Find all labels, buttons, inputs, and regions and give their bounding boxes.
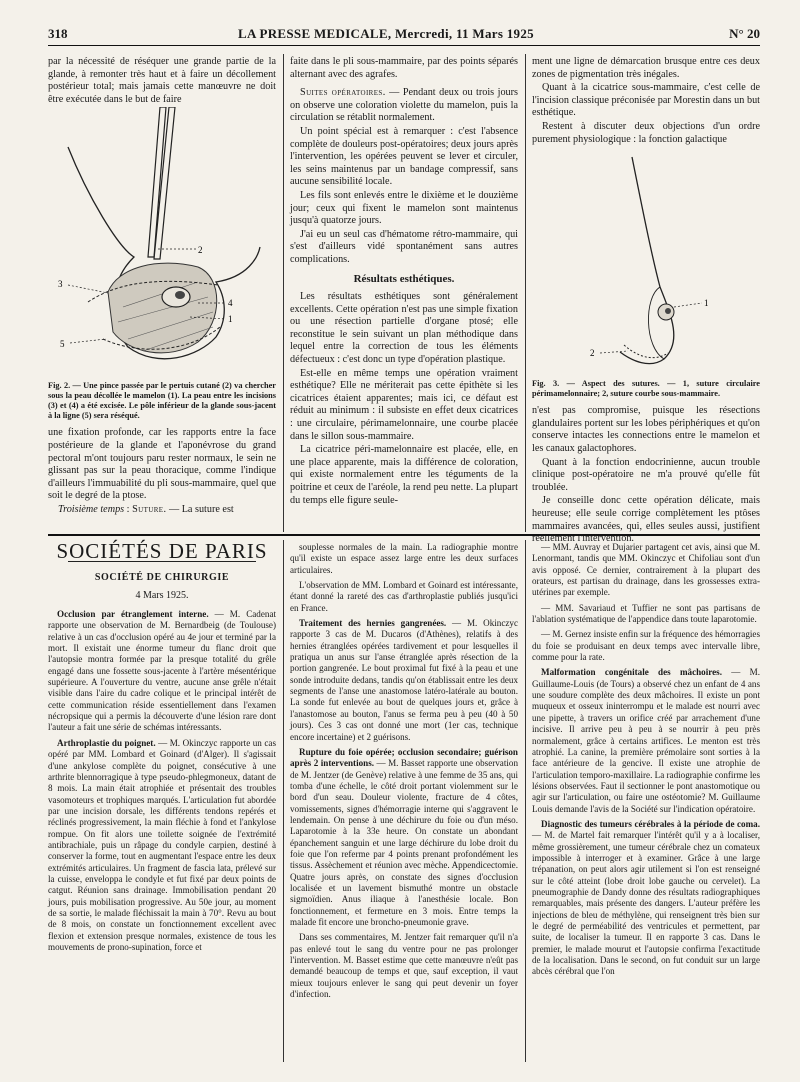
figure-label: 3 — [58, 279, 63, 290]
report-title: Rupture du foie opérée; occlusion secondaire; guérison après 2 interventions. — [290, 746, 518, 769]
column-rule — [283, 540, 284, 1062]
report-title: Traitement des hernies gangrenées. — [299, 618, 447, 629]
report-text: Dans ses commentaires, M. Jentzer fait remarquer qu'il n'a pas enlevé tout le sang du ventre pour ne pas prolonger l'intervention. M. Basset estime que cette manœuvre n'eût pas demandé beaucoup de temps et que, sauf exception, il vaut mieux toujours enlever le sang qui peut devenir un foyer d'infection. — [290, 932, 518, 1000]
paragraph: La cicatrice péri-mamelonnaire est placée, elle, en une place apparente, mais la différence de coloration, qui existe normalement entre les téguments de la poitrine et ceux de l'aréole, la rend peu nette. La plupart du temps elle figure seule- — [290, 444, 518, 506]
paragraph: Est-elle en même temps une opération vraiment esthétique? Elle ne mériterait pas cette épithète si les cicatrices étaient apparentes; mais ici, ce défaut est réduit au minimum : il subsiste en effet deux cicatrices : une circulaire, périmamelonnaire, une courbe placée dans le sillon sous-mammaire. — [290, 367, 518, 442]
section-label: Troisième temps — [58, 503, 125, 515]
report-paragraph — [290, 580, 518, 614]
societes-title: SOCIÉTÉS DE PARIS — [56, 539, 268, 563]
paragraph-text: — La suture est — [168, 503, 234, 515]
report-paragraph — [290, 542, 518, 576]
paragraph: Les résultats esthétiques sont généralement excellents. Cette opération n'est pas une simple fixation ou une résection partielle d'organe ptosé; elle reconstitue le sein suivant un plan méthodique dans lequel entre la correction de tous les éléments défectueux : c'est donc un type d'opération plastique. — [290, 291, 518, 366]
article-column-2 — [290, 56, 518, 508]
report-text: — M. Guillaume-Louis (de Tours) a observé chez un enfant de 4 ans une soudure complète des deux mâchoires. Il existe un pont muqueux et osseux ininterrompu et le malade est nourri avec une pipette, à travers un orifice créé par arrachement d'une incisive. Il arrive peu à peu à se nourrir à peu près normalement, grâce à certains artifices. Le menton est très atrophié. La canine, la première prémolaire sont sorties à la face antérieure de la gencive. Il existe une atrophie de l'articulation temporo-maxillaire. La radiographie confirme les lésions observées. Faut il sectionner le pont anastomotique ou agir sur l'articulation, ou faire une ostéotomie? M. Guillaume Louis demande l'avis de la Société sur l'indication opératoire. — [532, 667, 760, 814]
report-list — [532, 542, 760, 978]
report-paragraph — [532, 542, 760, 599]
paragraph: Troisième temps : Suture. — La suture est — [58, 503, 234, 515]
report-text: souplesse normales de la main. La radiographie montre qu'il existe un espace assez large entre les deux surfaces articulaires. — [290, 542, 518, 575]
report-text: — M. Cadenat rapporte une observation de M. Bernardbeig (de Toulouse) relative à un cas d'occlusion opéré au 4e jour et terminé par la mort. Il existait une énorme tumeur du flanc droit que l'autopsie montra formée par la presque totalité du grêle engagé dans une fossette sous-jacente à l'artère mésentérique supérieure. A l'ouverture du ventre, aucune anse grêle n'était visible dans l'aire du cadre colique et le principal intérêt de cette communication réside essentiellement dans l'examen nécropsique qui a permis la découverte d'une lésion rare dont l'auteur a fait une série de schémas intéressants. — [48, 609, 277, 733]
article-column-1 — [48, 56, 276, 518]
paragraph: ment une ligne de démarcation brusque entre ces deux zones de pigmentation très inégales. — [532, 56, 760, 80]
report-title: Diagnostic des tumeurs cérébrales à la période de coma. — [541, 818, 760, 829]
societes-column-2 — [290, 542, 518, 1004]
article-column-3 — [532, 56, 760, 547]
report-title: Malformation congénitale des mâchoires. — [541, 667, 722, 678]
report-text: L'observation de MM. Lombard et Goinard est intéressante, étant donné la rareté des cas d'arthroplastie publiés jusqu'ici en France. — [290, 580, 518, 613]
report-text: — MM. Auvray et Dujarier partagent cet avis, ainsi que M. Lenormant, tandis que MM. Okinczyc et Chifoliau sont d'un avis opposé. Ce dernier, contrairement à la plupart des orateurs, est partisan du drainage, dans les grossesses extra-utérines par exemple. — [532, 542, 760, 598]
paragraph: une fixation profonde, car les rapports entre la face postérieure de la glande et l'aponévrose du grand pectoral m'ont toujours paru rester normaux, le sein ne glissant pas sur la peau thoracique, comme l'indique d'ailleurs l'immuabilité du pli sous-mammaire, quel que soit le degré de la ptose. — [48, 427, 276, 502]
section-name: Suture. — [132, 503, 167, 515]
figure-label: 5 — [60, 339, 65, 350]
report-paragraph — [48, 738, 276, 954]
report-text: — MM. Savariaud et Tuffier ne sont pas partisans de l'ablation systématique de l'appendice dans toute laparotomie. — [532, 602, 760, 625]
page-number: 318 — [48, 26, 68, 41]
paragraph: Je conseille donc cette opération délicate, mais heureuse; elle seule corrige complètement les ptôses mammaires avancées, qui, elles seules aussi, justifient réellement l'intervention. — [532, 495, 760, 545]
paragraph: J'ai eu un seul cas d'hématome rétro-mammaire, qui s'est d'ailleurs vidé spontanément sans autres complications. — [290, 228, 518, 265]
page-header — [48, 24, 760, 46]
section-heading: Résultats esthétiques. — [353, 272, 455, 285]
report-title: Occlusion par étranglement interne. — [57, 609, 209, 620]
report-text: — M. Basset rapporte une observation de M. Jentzer (de Genève) relative à une femme de 35 ans, qui tomba d'une échelle, le côté droit portant violemment sur le bord d'un seau. Douleur violente, fracture de 4 côtes, vomissements, signes d'hémorragie interne qui s'aggravent le lendemain. On pense à une déchirure du foie ou d'un méso. Laparotomie à la 33e heure. On constate un abondant épanchement sanguin et une large déchirure du lobe droit du foie que l'on referme par 4 points prenant profondément les tissus. Assèchement et réunion avec mèche. Appendicectomie. Quatre jours après, on constate des signes d'occlusion localisée et un lavement bismuthé montre un obstacle sigmoïdien. Anus iliaque à l'anesthésie locale. Bon fonctionnement, et fermeture en 3 mois. Entre temps la malade fit encore une broncho-pneumonie grave. — [290, 758, 518, 927]
figure-2-surgical-illustration — [48, 107, 276, 377]
figure-3-sutures-illustration — [532, 147, 760, 375]
societes-column-3 — [532, 542, 760, 982]
figure-label: 2 — [590, 348, 595, 359]
column-rule — [525, 54, 526, 532]
report-text: — M. de Martel fait remarquer l'intérêt qu'il y a à localiser, même grossièrement, une tumeur cérébrale chez un comateux impossible à interroger et à examiner. Grâce à une large trépanation, on peut alors agir utilement si l'on est renseigné sur le côté atteint (lobe droit lobe gauche ou cervelet). La pneumographie de Dandy donne des résultats radiographiques remarquables, mais présente des dangers. L'auteur préfère les injections de bleu de méthylène, qui renseignent très bien sur le degré de perméabilité des ventricules et permettent, par suite, de localiser la tumeur. Il en rapporte 3 cas. Dans le premier, le malade mourut et l'autopsie confirma l'exactitude de la localisation. Dans le second, on fut conduit sur un large abcès cérébral que l'on — [532, 830, 760, 977]
paragraph: Quant à la cicatrice sous-mammaire, c'est celle de l'incision classique préconisée par Morestin dans un but esthétique. — [532, 82, 760, 119]
paragraph: Quant à la fonction endocrinienne, aucun trouble clinique post-opératoire ne m'a prouvé qu'elle fût troublée. — [532, 456, 760, 493]
paragraph: n'est pas compromise, puisque les résections glandulaires portent sur les lobes périphériques et qu'on conserve intactes les connections entre le mamelon et les canaux galactophores. — [532, 405, 760, 454]
issue-number: N° 20 — [729, 26, 760, 41]
paragraph: Les fils sont enlevés entre le dixième et le douzième jour; ceux qui fixent le mamelon sont maintenus jusqu'à quatorze jours. — [290, 189, 518, 227]
report-list — [290, 542, 518, 1000]
paragraph: Restent à discuter deux objections d'un ordre purement physiologique : la fonction galactique — [532, 120, 760, 145]
report-paragraph — [48, 609, 276, 734]
figure-caption: Fig. 3. — Aspect des sutures. — 1, suture circulaire périmamelonnaire; 2, suture courbe sous-mammaire. — [532, 379, 760, 399]
column-rule — [525, 540, 526, 1062]
report-title: Arthroplastie du poignet. — [57, 737, 156, 748]
report-paragraph — [290, 618, 518, 743]
report-list — [48, 609, 276, 953]
figure-label: 2 — [198, 245, 203, 256]
report-paragraph — [290, 747, 518, 929]
report-text: — M. Okinczyc rapporte 3 cas de M. Ducaros (d'Athènes), relatifs à des hernies étranglées opérées tardivement et pour lesquelles il pratiqua un anus sur l'anse étranglée après résection de la portion gangrenée. Le bout proximal fut fixé à la peau et une sonde introduite dedans, tandis qu'on établissait entre les deux segments de l'anse une anastomose latéro-latérale au bouton. La sonde fut enlevée au bout de quelques jours et, grâce à l'anastomose au bouton, l'anus se ferma peu à peu (40 à 50 jours). Ces 3 cas ont donné une mort (1er cas, technique encore incertaine) et 2 guérisons. — [290, 618, 518, 742]
report-paragraph — [532, 629, 760, 663]
society-name: SOCIÉTÉ DE CHIRURGIE — [94, 572, 230, 584]
report-paragraph — [532, 819, 760, 978]
report-paragraph — [290, 932, 518, 1000]
column-rule — [283, 54, 284, 532]
paragraph: Un point spécial est à remarquer : c'est l'absence complète de douleurs post-opératoires; deux jours après l'intervention, les opérées peuvent se lever et circuler, les seins maintenus par un bandage compressif, sans aucune sensibilité locale. — [290, 125, 518, 188]
section-divider — [48, 534, 760, 536]
paragraph-text: — Pendant deux ou trois jours on observe une coloration violette du mamelon, puis la circulation se rétablit normalement. — [290, 87, 518, 124]
session-date: 4 Mars 1925. — [135, 589, 189, 601]
report-text: — M. Okinczyc rapporte un cas opéré par MM. Lombard et Goinard (d'Alger). Il s'agissait d'une ankylose complète du poignet, consécutive à une arthrite blennorragique à type pseudo-phlegmoneux, datant de 8 mois. La main était atrophiée et présentait des troubles vasomoteurs et trophiques marqués. L'articulation fut abordée par une incision dorsale, les différents tendons repérés et réclinés progressivement, la main fléchie à fond et l'ankylose rompue. On fit alors une toilette soignée de l'extrémité antibrachiale, puis un râpage du condyle carpien, destiné à conserver la forme, tout en augmentant l'espace entre les deux extrémités articulaires. Un fragment de fascia lata, prélevé sur la cuisse, enveloppa le condyle et fut fixé par deux points de catgut. Réunion sans drainage. Immobilisation pendant 20 jours, puis mobilisation progressive. Au 50e jour, au moment de sa sortie, le malade fléchissait la main à 70°. Revu au bout de 8 mois, on constate un fonctionnement excellent avec flexion et extension presque normales, existence de tous les mouvements de prono-supination, force et — [48, 737, 276, 952]
figure-label: 1 — [228, 314, 233, 325]
journal-title: LA PRESSE MEDICALE, Mercredi, 11 Mars 1925 — [238, 26, 534, 41]
report-text: — M. Gernez insiste enfin sur la fréquence des hémorragies du foie se produisant en deux temps avec intervalle libre, comme pour la rate. — [532, 629, 760, 663]
figure-label: 1 — [704, 298, 709, 309]
societes-column-1 — [48, 539, 277, 957]
figure-caption: Fig. 2. — Une pince passée par le pertuis cutané (2) va chercher sous la peau décollée le mamelon (1). La peau entre les incisions (3) et (4) a été excisée. Le pôle inférieur de la glande sous-jacent à la ligne (5) sera réséqué. — [48, 381, 276, 421]
paragraph — [290, 87, 518, 125]
figure-label: 4 — [228, 298, 233, 309]
section-label: Suites opératoires. — [300, 87, 386, 99]
journal-page — [48, 24, 760, 1064]
report-paragraph — [532, 667, 760, 814]
paragraph: par la nécessité de réséquer une grande partie de la glande, à remonter très haut et à faire un décollement postérieur total; mais jamais cette manœuvre ne doit être exécutée dans le but de faire — [48, 56, 276, 105]
report-paragraph — [532, 603, 760, 626]
paragraph: faite dans le pli sous-mammaire, par des points séparés alternant avec des agrafes. — [290, 56, 518, 80]
